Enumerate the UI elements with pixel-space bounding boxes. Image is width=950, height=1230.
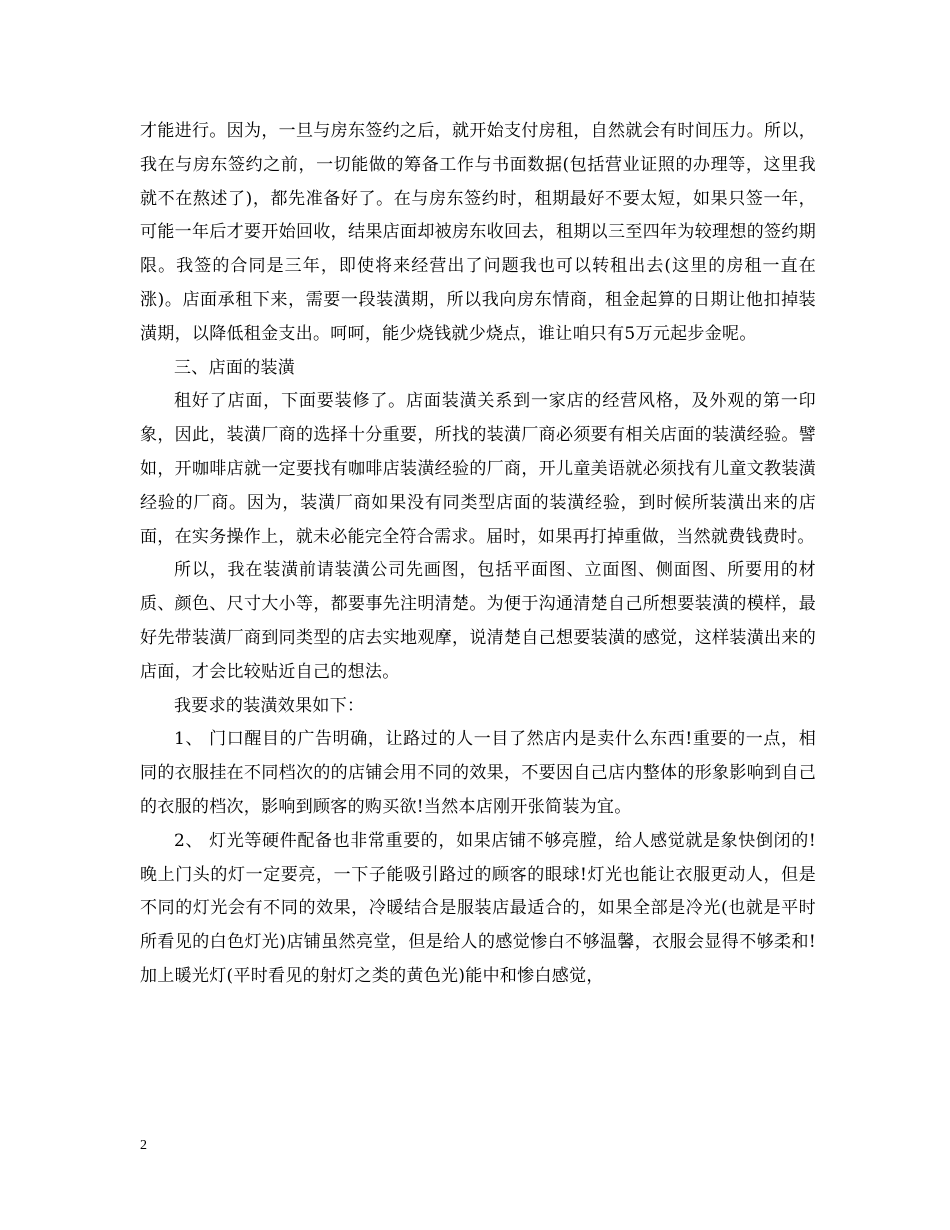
paragraph-1: 才能进行。因为，一旦与房东签约之后，就开始支付房租，自然就会有时间压力。所以，我在与房东签约之前，一切能做的筹备工作与书面数据(包括营业证照的办理等，这里我就不在熬述了)，都先准备好了。在与房东签约时，租期最好不要太短，如果只签一年，可能一年后才要开始回收，结果店面却被房东收回去，租期以三至四年为较理想的签约期限。我签的合同是三年，即使将来经营出了问题我也可以转租出去(这里的房租一直在涨)。店面承租下来，需要一段装潢期，所以我向房东情商，租金起算的日期让他扣掉装潢期，以降低租金支出。呵呵，能少烧钱就少烧点，谁让咱只有5万元起步金呢。 — [140, 121, 816, 344]
list-item-1: 1、 门口醒目的广告明确，让路过的人一目了然店内是卖什么东西!重要的一点，相同的衣服挂在不同档次的的店铺会用不同的效果，不要因自己店内整体的形象影响到自己的衣服的档次，影响到顾客的购买欲!当然本店刚开张简装为宜。 — [140, 729, 816, 817]
page-number: 2 — [140, 1138, 147, 1153]
list-item-2: 2、 灯光等硬件配备也非常重要的，如果店铺不够亮膛，给人感觉就是象快倒闭的!晚上门头的灯一定要亮，一下子能吸引路过的顾客的眼球!灯光也能让衣服更动人，但是不同的灯光会有不同的效果，冷暖结合是服装店最适合的，如果全部是冷光(也就是平时所看见的白色灯光)店铺虽然亮堂，但是给人的感觉惨白不够温馨，衣服会显得不够柔和!加上暖光灯(平时看见的射灯之类的黄色光)能中和惨白感觉， — [140, 830, 816, 986]
paragraph-3: 所以，我在装潢前请装潢公司先画图，包括平面图、立面图、侧面图、所要用的材质、颜色、尺寸大小等，都要事先注明清楚。为便于沟通清楚自己所想要装潢的模样，最好先带装潢厂商到同类型的店去实地观摩，说清楚自己想要装潢的感觉，这样装潢出来的店面，才会比较贴近自己的想法。 — [140, 560, 816, 682]
document-body — [140, 115, 816, 994]
paragraph-4: 我要求的装潢效果如下： — [174, 695, 365, 716]
section-heading: 三、店面的装潢 — [174, 357, 296, 378]
paragraph-2: 租好了店面，下面要装修了。店面装潢关系到一家店的经营风格，及外观的第一印象，因此，装潢厂商的选择十分重要，所找的装潢厂商必须要有相关店面的装潢经验。譬如，开咖啡店就一定要找有咖啡店装潢经验的厂商，开儿童美语就必须找有儿童文教装潢经验的厂商。因为，装潢厂商如果没有同类型店面的装潢经验，到时候所装潢出来的店面，在实务操作上，就未必能完全符合需求。届时，如果再打掉重做，当然就费钱费时。 — [140, 391, 816, 547]
